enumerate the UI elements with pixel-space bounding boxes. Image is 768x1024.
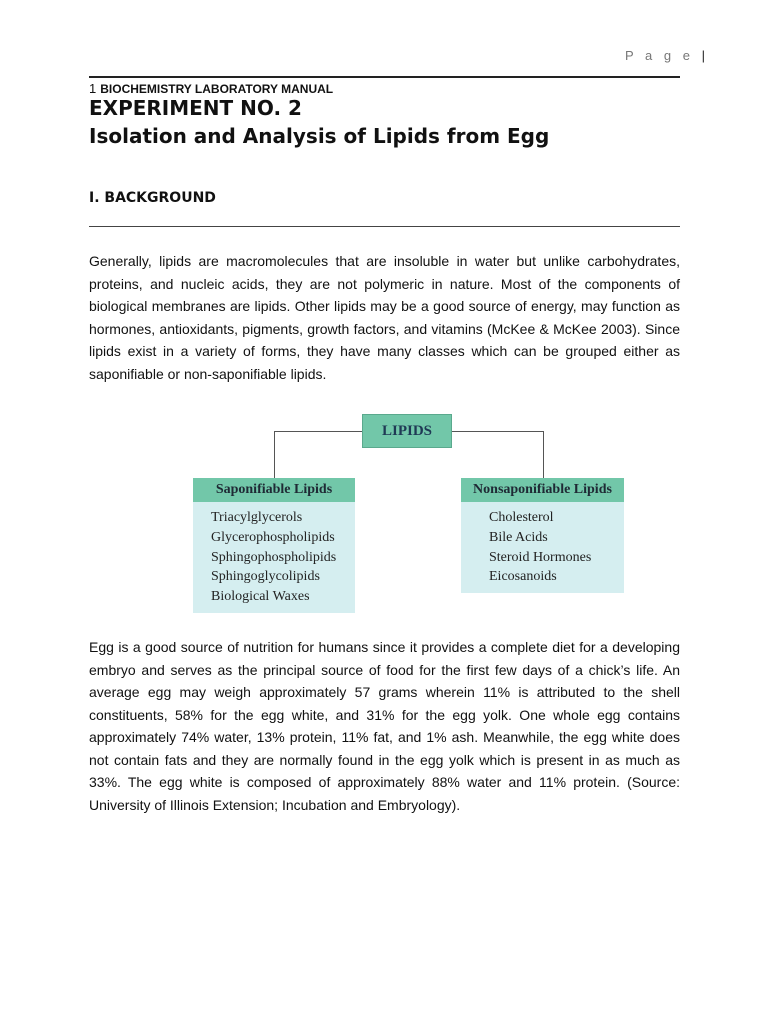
lipids-root-box: LIPIDS [362,414,452,448]
list-item: Triacylglycerols [211,510,303,525]
header-rule [89,76,680,78]
page-label: P a g e [625,48,694,63]
saponifiable-lipids-list [193,502,355,613]
lipid-classification-diagram [190,412,630,617]
list-item: Eicosanoids [489,569,557,585]
list-item: Bile Acids [489,529,548,545]
page-separator: | [701,48,705,63]
manual-number: 1 [89,81,97,96]
saponifiable-lipids-group [193,478,355,613]
background-paragraph-1: Generally, lipids are macromolecules that are insoluble in water but unlike carbohydrates, proteins, and nucleic acids, they are not polymeric in nature. Most of the components of biological membranes are lipids. Other lipids may be a good source of energy, may function as hormones, antioxidants, pigments, growth factors, and vitamins (McKee & McKee 2003). Since lipids exist in a variety of forms, they have many classes which can be grouped either as saponifiable or non-saponifiable lipids. [89,253,680,382]
connector-right [543,431,544,478]
nonsaponifiable-lipids-list [461,502,624,593]
saponifiable-lipids-title: Saponifiable Lipids [193,478,355,502]
section-heading: I. BACKGROUND [89,190,216,206]
experiment-number: EXPERIMENT NO. 2 [89,96,302,120]
list-item: Steroid Hormones [489,549,592,565]
list-item: Sphingophospholipids [211,549,337,565]
connector-left [274,431,275,478]
list-item: Biological Waxes [211,589,310,605]
manual-title [89,81,333,96]
experiment-title: Isolation and Analysis of Lipids from Egg [89,124,550,148]
manual-title-text: BIOCHEMISTRY LABORATORY MANUAL [100,82,334,96]
background-paragraph-2: Egg is a good source of nutrition for humans since it provides a complete diet for a developing embryo and serves as the principal source of food for the first few days of a chick’s life. An average egg may weigh approximately 57 grams wherein 11% is attributed to the shell constituents, 58% for the egg white, and 31% for the egg yolk. One whole egg contains approximately 74% water, 13% protein, 11% fat, and 1% ash. Meanwhile, the egg white does not contain fats and they are normally found in the egg yolk which is present in as much as 33%. The egg white is composed of approximately 88% water and 11% protein. (Source: University of Illinois Extension; Incubation and Embryology). [89,639,680,813]
section-rule [89,226,680,227]
nonsaponifiable-lipids-title: Nonsaponifiable Lipids [461,478,624,502]
list-item: Glycerophospholipids [211,529,335,545]
list-item: Sphingoglycolipids [211,569,320,585]
list-item: Cholesterol [489,510,554,525]
nonsaponifiable-lipids-group [461,478,624,593]
page-marker [625,48,705,63]
